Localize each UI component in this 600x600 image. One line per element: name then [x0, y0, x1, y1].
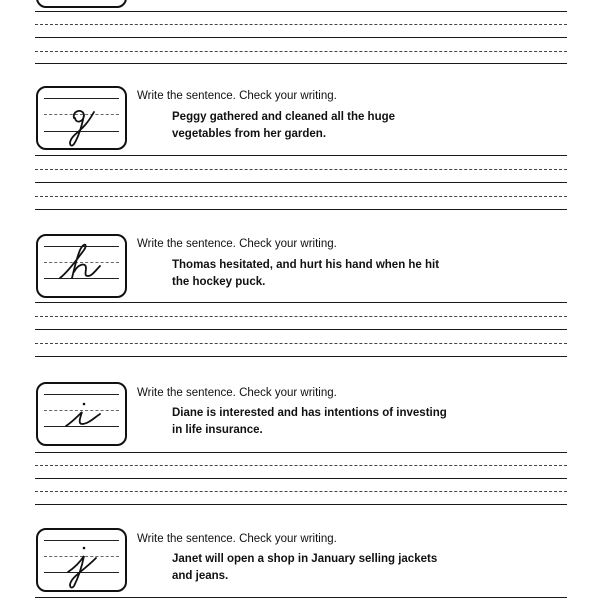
cursive-i-icon	[38, 384, 129, 448]
line-solid	[35, 63, 567, 64]
line-dashed	[35, 51, 567, 52]
letter-model-box-g	[36, 86, 127, 150]
letter-box-previous	[36, 0, 127, 8]
sentence-line: Janet will open a shop in January selling jackets	[172, 553, 438, 565]
instruction-text: Write the sentence. Check your writing.	[137, 387, 337, 399]
instruction-text: Write the sentence. Check your writing.	[137, 533, 337, 545]
letter-model-box-j	[36, 528, 127, 592]
line-solid	[35, 11, 567, 12]
instruction-text: Write the sentence. Check your writing.	[137, 90, 337, 102]
sentence-line: and jeans.	[172, 569, 229, 582]
letter-model-box-i	[36, 382, 127, 446]
instruction-text: Write the sentence. Check your writing.	[137, 238, 337, 250]
sentence-line: vegetables from her garden.	[172, 127, 327, 140]
model-sentence	[172, 109, 472, 142]
model-sentence	[172, 405, 472, 438]
cursive-g-icon	[38, 88, 129, 152]
letter-model-box-h	[36, 234, 127, 298]
cursive-h-icon	[38, 236, 129, 300]
sentence-line: Peggy gathered and cleaned all the huge	[172, 111, 396, 123]
sentence-line: Thomas hesitated, and hurt his hand when he hit	[172, 259, 440, 271]
sentence-line: in life insurance.	[172, 423, 263, 436]
model-sentence	[172, 551, 472, 584]
line-dashed	[35, 24, 567, 25]
model-sentence	[172, 257, 472, 290]
sentence-line: the hockey puck.	[172, 275, 266, 288]
sentence-line: Diane is interested and has intentions of investing	[172, 407, 447, 419]
cursive-j-icon	[38, 530, 129, 594]
line-solid	[35, 37, 567, 38]
